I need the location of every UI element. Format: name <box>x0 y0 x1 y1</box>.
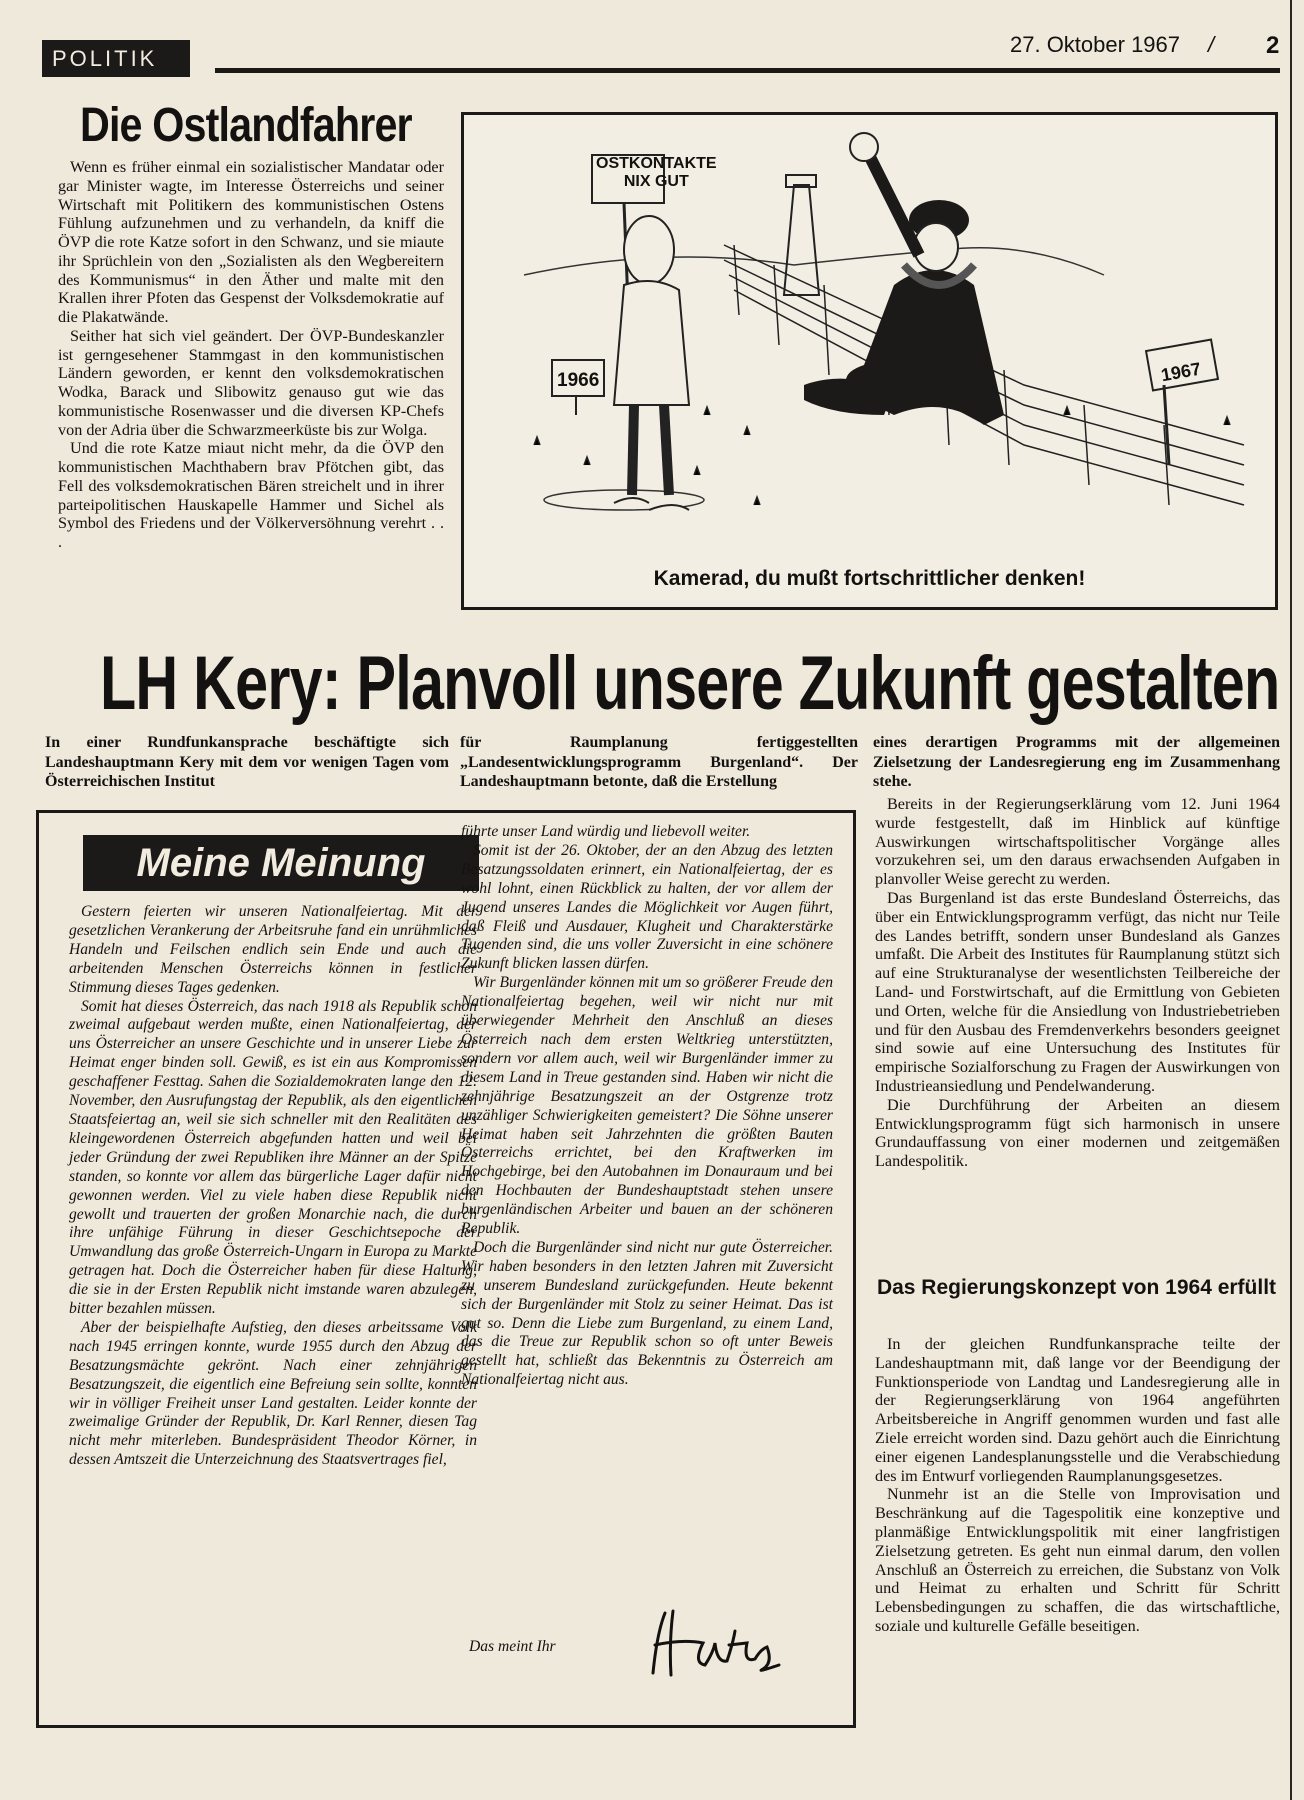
handwritten-signature <box>643 1603 793 1683</box>
main-headline: LH Kery: Planvoll unsere Zukunft gestalten <box>100 641 1280 726</box>
opinion-paragraph: führte unser Land würdig und liebevoll weiter. <box>461 823 751 840</box>
main-article-body-continued <box>875 1335 1280 1636</box>
page-edge-rule <box>1290 0 1292 1800</box>
lead-column: eines derartigen Programms mit der allgemeinen Zielsetzung der Landesregierung eng im Zusammenhang stehe. <box>873 734 1280 790</box>
header-rule <box>215 68 1280 73</box>
ostland-paragraph: Und die rote Katze miaut nicht mehr, da die ÖVP den kommunistischen Machthabern brav Pfötchen gibt, das Fell des volksdemokratischen Bären streichelt und in ihrer parteipolitischen Hauskapelle Hammer und Sichel als Symbol des Friedens und der Völkerversöhnung verehrt . . . <box>58 439 444 551</box>
opinion-paragraph: Somit hat dieses Österreich, das nach 1918 als Republik schon zweimal aufgebaut werden mußte, einen Nationalfeiertag, der uns Österreicher an unsere Geschichte und in unserer Liebe zur Heimat enger binden soll. Gewiß, es ist ein aus Kompromissen geschaffener Festtag. Sahen die Sozialdemokraten lange den 12. November, den Ausrufungstag der Republik, als den eigentlichen Staatsfeiertag an, weil sie sich schneller mit den Realitäten des kleingewordenen Österreich abgefunden hatten und weil bei jeder Gründung der zwei Republiken ihre Männer an der Spitze standen, so konnte vor allem das bürgerliche Lager dafür nicht gewonnen werden. Viel zu viele haben diese Republik nicht gewollt und trauerten der großen Monarchie nach, die durch ihre unfähige Führung in dieser Geschichtsepoche der Umwandlung das große Österreich-Ungarn in Europa zu Markte getragen hat. Doch die Österreicher haben für diese Haltung, die sie in der Ersten Republik nicht imstande waren abzulegen, bitter bezahlen müssen. <box>69 997 477 1318</box>
opinion-paragraph: Gestern feierten wir unseren Nationalfeiertag. Mit der gesetzlichen Verankerung der Arbeitsruhe fand ein unrühmliches Handeln und Feilschen endlich sein Ende und auch die arbeitenden Menschen Österreichs können in festlicher Stimmung dieses Tages gedenken. <box>69 903 477 996</box>
cartoon-caption: Kamerad, du mußt fortschrittlicher denken! <box>653 567 1086 590</box>
cartoon-sign-line: OSTKONTAKTE <box>596 155 717 172</box>
cartoon-sign <box>596 155 717 191</box>
cartoon-drawing <box>464 115 1275 560</box>
article-subheading: Das Regierungskonzept von 1964 erfüllt <box>876 1276 1277 1299</box>
issue-date: 27. Oktober 1967 <box>1010 32 1181 57</box>
opinion-paragraph: Aber der beispielhafte Aufstieg, den dieses arbeitssame Volk nach 1945 erringen konnte, wurde 1955 durch den Abzug der Besatzungsmächte gekrönt. Nach einer zehnjährigen Besatzungszeit, die eigentlich eine Befreiung sein sollte, konnten wir in völliger Freiheit unser Land gestalten. Leider konnte der zweimalige Gründer der Republik, Dr. Karl Renner, diesen Tag nicht mehr miterleben. Bundespräsident Theodor Körner, in dessen Amtszeit die Unterzeichnung des Staatsvertrages fiel, <box>69 1318 477 1469</box>
ostland-article-body <box>58 158 444 552</box>
opinion-paragraph: Somit ist der 26. Oktober, der an den Abzug des letzten Besatzungssoldaten erinnert, ein Nationalfeiertag, der es wohl lohnt, einen Rückblick zu halten, der vor allem der Jugend unseres Landes die Möglichkeit vor Augen führt, daß Fleiß und Ausdauer, Klugheit und Charakterstärke Tugenden sind, die uns voller Zuversicht in eine schönere Zukunft blicken lassen dürfen. <box>461 841 833 973</box>
opinion-column <box>69 903 477 1470</box>
article-paragraph: Nunmehr ist an die Stelle von Improvisation und Beschränkung auf die Tagespolitik eine konzeptive und planmäßige Entwicklungspolitik mit einer langfristigen Zielsetzung getreten. Es geht nun einmal darum, den vollen Anschluß an Österreich zu erreichen, die Substanz von Volk und Heimat zu erhalten und Schritt für Schritt Lebensbedingungen zu schaffen, die das wirtschaftliche, soziale und kulturelle Gefälle beseitigen. <box>875 1485 1280 1635</box>
header-separator: / <box>1208 32 1215 57</box>
cartoon-year-left: 1966 <box>557 370 600 391</box>
opinion-paragraph: Doch die Burgenländer sind nicht nur gute Österreicher. Wir haben besonders in den letzten Jahren mit Zuversicht zu unserem Bundesland zurückgefunden. Heute bekennt sich der Burgenländer mit Stolz zu seiner Heimat. Das ist gut so. Denn die Liebe zum Burgenland, zu einem Land, das die Treue zur Republik schon so oft unter Beweis gestellt hat, schließt das Bekenntnis zu Österreich am Nationalfeiertag nicht aus. <box>461 1238 833 1389</box>
section-label: POLITIK <box>42 40 190 77</box>
article-paragraph: Die Durchführung der Arbeiten an diesem Entwicklungsprogramm fügt sich harmonisch in unsere Grundauffassung von einer modernen und zeitgemäßen Landespolitik. <box>875 1095 1280 1171</box>
ostland-paragraph: Wenn es früher einmal ein sozialistischer Mandatar oder gar Minister wagte, im Interesse Österreichs und seiner Wirtschaft mit Politikern des kommunistischen Ostens Fühlung aufzunehmen und zu verhandeln, da kniff die ÖVP die rote Katze sofort in den Schwanz, und sie miaute ihr Sprüchlein von den „Sozialisten als den Wegbereitern des Kommunismus“ in den Äther und malte mit den Krallen ihrer Pfoten das Gespenst der Volksdemokratie auf die Plakatwände. <box>58 158 444 326</box>
lead-column: In einer Rundfunkansprache beschäftigte sich Landeshauptmann Kery mit dem vor wenigen Tagen vom Österreichischen Institut <box>45 734 449 790</box>
article-paragraph: Das Burgenland ist das erste Bundesland Österreichs, das über ein Entwicklungsprogramm verfügt, das nicht nur Teile des Landes betrifft, sondern unser Bundesland als Ganzes umfaßt. Die Arbeit des Institutes für Raumplanung stützt sich auf eine Strukturanalyse der wesentlichsten Teilbereiche der Land- und Forstwirtschaft, auf die Ermittlung von Gebieten und Orten, welche für die Ansiedlung von Industriebetrieben und für den Ausbau des Fremdenverkehrs besonders geeignet sind sowie auf eine Untersuchung des Institutes für empirische Sozialforschung zu Fragen der Auswirkungen von Industrieansiedlung und Pendelwanderung. <box>875 888 1280 1095</box>
opinion-signoff: Das meint Ihr <box>469 1638 556 1655</box>
page-number: 2 <box>1266 32 1280 59</box>
cartoon-sign-line: NIX GUT <box>623 173 689 190</box>
opinion-column <box>461 823 833 1390</box>
article-paragraph: In der gleichen Rundfunkansprache teilte der Landeshauptmann mit, daß lange vor der Beendigung der Funktionsperiode von Landtag und Landesregierung alle in der Regierungserklärung von 1964 angeführten Arbeitsbereiche in Angriff genommen wurden und fast alle Ziele erreicht worden sind. Dazu gehört auch die Einrichtung einer eigenen Landesplanungsstelle und die Verabschiedung des im Entwurf vorliegenden Raumplanungsgesetzes. <box>875 1335 1280 1485</box>
opinion-box <box>36 810 856 1728</box>
article-paragraph: Bereits in der Regierungserklärung vom 12. Juni 1964 wurde festgestellt, daß im Hinblick auf künftige Auswirkungen wirtschaftspolitischer Vorgänge alles vorzukehren sei, um den daraus erwachsenden Aufgaben in planvoller Weise gerecht zu werden. <box>875 795 1280 889</box>
lead-column: für Raumplanung fertiggestellten „Landesentwicklungsprogramm Burgenland“. Der Landeshauptmann betonte, daß die Erstellung <box>460 734 858 790</box>
cartoon-year-right: 1967 <box>1159 358 1203 386</box>
ostland-paragraph: Seither hat sich viel geändert. Der ÖVP-Bundeskanzler ist gerngesehener Stammgast in den kommunistischen Ländern geworden, er kennt den volksdemokratischen Wodka, Barack und Slibowitz genauso gut wie das kommunistische Rosenwasser und die diversen KP-Chefs von der Adria über die Schwarzmeerküste bis zur Wolga. <box>58 326 444 439</box>
main-article-body <box>875 795 1280 1171</box>
opinion-paragraph: Wir Burgenländer können mit um so größerer Freude den Nationalfeiertag begehen, weil wir nicht nur mit überwiegender Mehrheit den Anschluß an dieses Österreich nach dem ersten Weltkrieg unterstützten, sondern vor allem auch, weil wir Burgenländer immer zu diesem Land in Treue gestanden sind. Haben wir nicht die zehnjährige Besatzungszeit an der Ostgrenze trotz unzähliger Schwierigkeiten gemeistert? Die Söhne unserer Heimat haben seit Jahrzehnten die größten Bauten Österreichs errichtet, bei den Kraftwerken im Hochgebirge, bei den Autobahnen im Donauraum und bei den Hochbauten der Bundeshauptstadt stehen unsere burgenländischen Arbeiter und bauen an der schöneren Republik. <box>461 974 833 1238</box>
opinion-title: Meine Meinung <box>83 835 479 891</box>
cartoon <box>461 112 1278 610</box>
ostland-headline: Die Ostlandfahrer <box>80 99 412 152</box>
